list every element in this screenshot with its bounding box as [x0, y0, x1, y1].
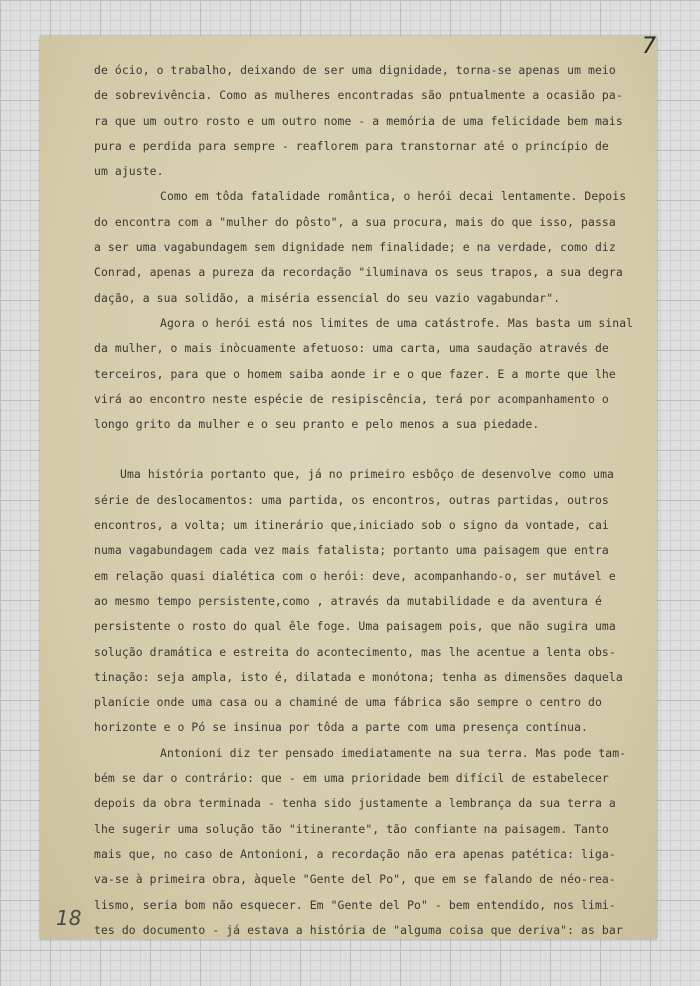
text-line: de ócio, o trabalho, deixando de ser uma dignidade, torna-se apenas um meio: [94, 63, 616, 77]
text-line: depois da obra terminada - tenha sido justamente a lembrança da sua terra a: [94, 796, 616, 811]
paragraph-gap: [94, 437, 666, 462]
text-line: pura e perdida para sempre - reaflorem para transtornar até o princípio de: [94, 138, 609, 153]
paragraph-2: [94, 184, 666, 310]
handwritten-footer-number: 18: [56, 906, 82, 930]
text-line: um ajuste.: [94, 164, 164, 179]
text-line: tinação: seja ampla, isto é, dilatada e monótona; tenha as dimensões daquela: [94, 669, 623, 684]
text-line: planície onde uma casa ou a chaminé de uma fábrica são sempre o centro do: [94, 695, 602, 710]
text-line: de sobrevivência. Como as mulheres encontradas são pntualmente a ocasião pa-: [94, 88, 623, 103]
paragraph-4: [94, 462, 666, 740]
page-number: 7: [642, 34, 656, 59]
text-line: mais que, no caso de Antonioni, a recordação não era apenas patética: liga-: [94, 846, 616, 861]
text-line: encontros, a volta; um itinerário que,iniciado sob o signo da vontade, cai: [94, 518, 609, 533]
text-line: Uma história portanto que, já no primeiro esbôço de desenvolve como uma: [120, 467, 614, 482]
text-line: lismo, seria bom não esquecer. Em "Gente del Po" - bem entendido, nos limi-: [94, 897, 616, 912]
text-line: terceiros, para que o homem saiba aonde ir e o que fazer. E a morte que lhe: [94, 366, 616, 381]
text-line: horizonte e o Pó se insinua por tôda a parte com uma presença contínua.: [94, 720, 588, 735]
text-line: ao mesmo tempo persistente,como , através da mutabilidade e da aventura é: [94, 593, 602, 608]
text-line: Antonioni diz ter pensado imediatamente na sua terra. Mas pode tam-: [160, 745, 627, 760]
text-line: série de deslocamentos: uma partida, os encontros, outras partidas, outros: [94, 492, 609, 507]
text-line: Como em tôda fatalidade romântica, o herói decai lentamente. Depois: [160, 189, 627, 204]
text-line: da mulher, o mais inòcuamente afetuoso: uma carta, uma saudação através de: [94, 341, 609, 356]
text-line: tes do documento - já estava a história de "alguma coisa que deriva": as bar: [94, 922, 623, 937]
text-line: a ser uma vagabundagem sem dignidade nem finalidade; e na verdade, como diz: [94, 240, 616, 255]
text-line: do encontra com a "mulher do pôsto", a sua procura, mais do que isso, passa: [94, 214, 616, 229]
paragraph-5: [94, 741, 666, 943]
paragraph-3: [94, 311, 666, 437]
text-line: ra que um outro rosto e um outro nome - a memória de uma felicidade bem mais: [94, 113, 623, 128]
text-line: Conrad, apenas a pureza da recordação "iluminava os seus trapos, a sua degra: [94, 265, 623, 280]
text-line: longo grito da mulher e o seu pranto e pelo menos a sua piedade.: [94, 417, 540, 432]
text-line: virá ao encontro neste espécie de resipiscência, terá por acompanhamento o: [94, 391, 609, 406]
text-line: em relação quasi dialética com o herói: deve, acompanhando-o, ser mutável e: [94, 568, 616, 583]
text-line: Agora o herói está nos limites de uma catástrofe. Mas basta um sinal: [160, 315, 634, 330]
text-line: persistente o rosto do qual êle foge. Uma paisagem pois, que não sugira uma: [94, 619, 616, 634]
text-line: solução dramática e estreita do acontecimento, mas lhe acentue a lenta obs-: [94, 644, 616, 659]
text-line: dação, a sua solidão, a miséria essencial do seu vazio vagabundar".: [94, 290, 561, 305]
paragraph-1: [94, 58, 666, 184]
typed-text: [94, 58, 666, 943]
text-line: lhe sugerir uma solução tão "itinerante", tão confiante na paisagem. Tanto: [94, 821, 609, 836]
text-line: bém se dar o contrário: que - em uma prioridade bem difícil de estabelecer: [94, 771, 609, 786]
text-line: numa vagabundagem cada vez mais fatalista; portanto uma paisagem que entra: [94, 543, 609, 558]
text-line: va-se à primeira obra, àquele "Gente del Po", que em se falando de néo-rea-: [94, 872, 616, 887]
